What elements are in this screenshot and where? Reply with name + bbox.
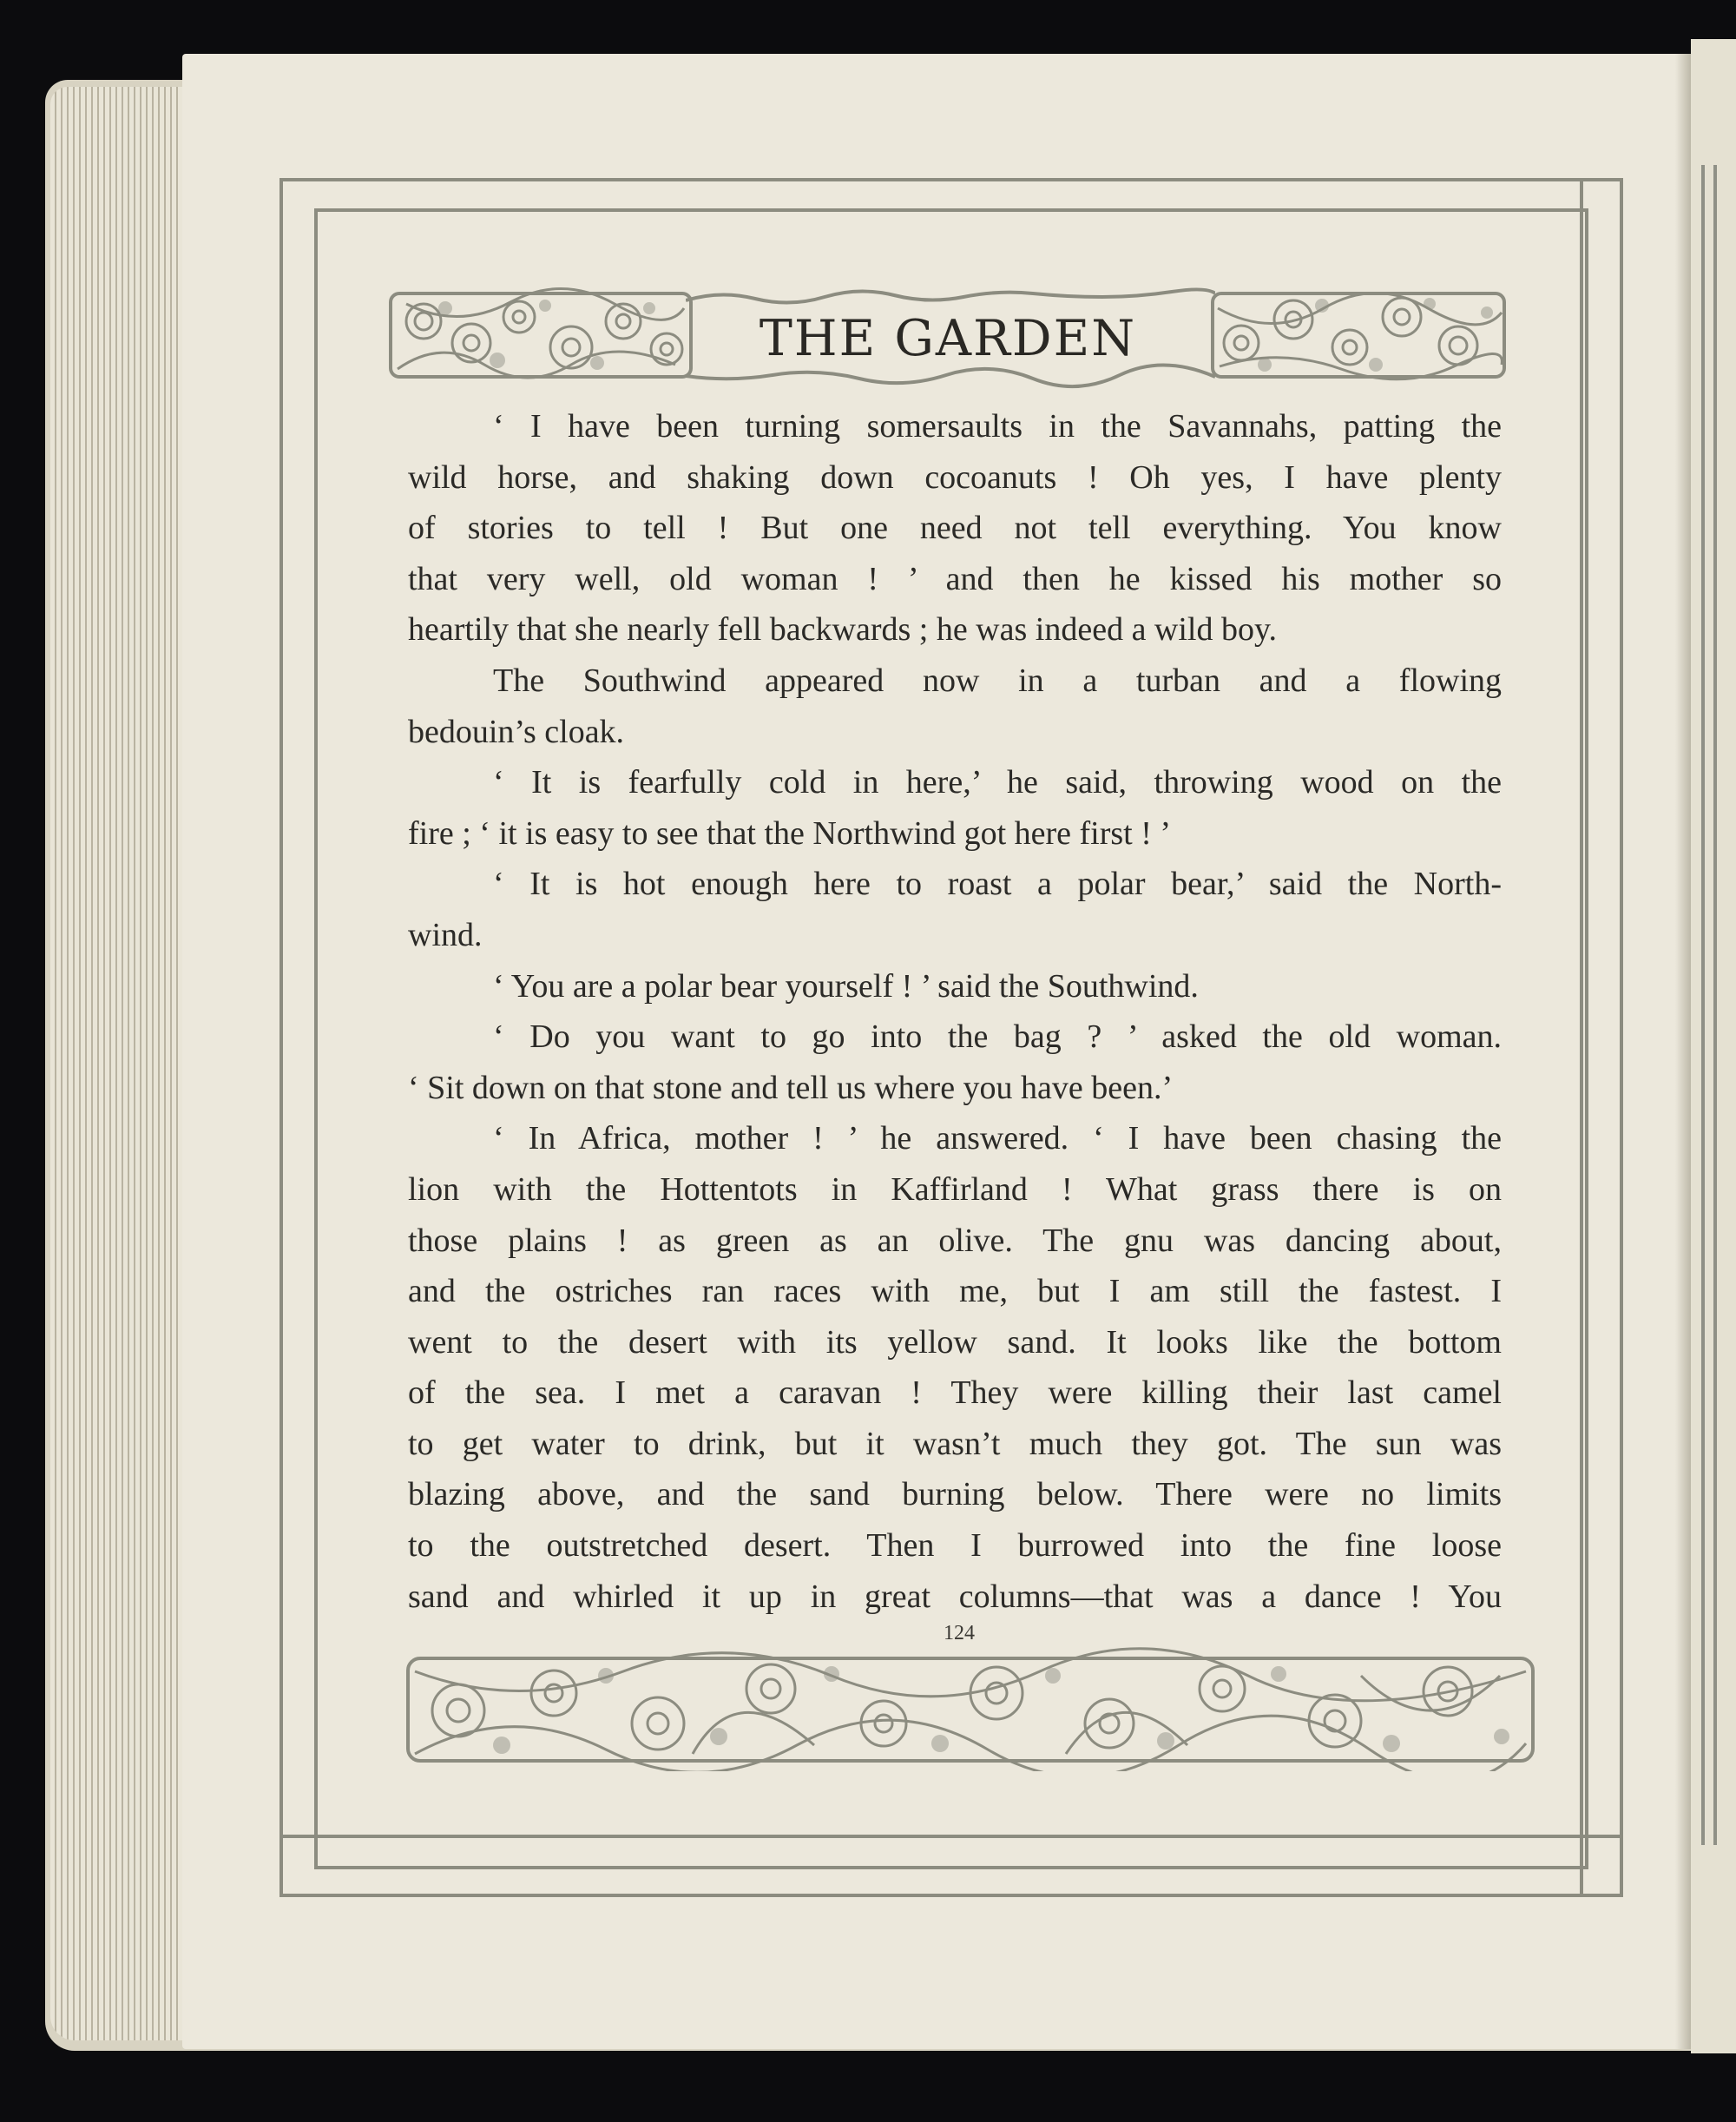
text-line: The Southwind appeared now in a turban and a flowing	[493, 662, 1502, 699]
text-line: that very well, old woman ! ’ and then he kissed his mother so	[408, 560, 1502, 597]
page-edges	[50, 87, 198, 2040]
text-line: ‘ Do you want to go into the bag ? ’ asked the old woman.	[493, 1018, 1502, 1056]
text-line: those plains ! as green as an olive. The gnu was dancing about,	[408, 1222, 1502, 1259]
text-line: lion with the Hottentots in Kaffirland ! What grass there is on	[408, 1170, 1502, 1208]
text-line: ‘ Sit down on that stone and tell us where you have been.’	[408, 1069, 1174, 1106]
text-line: of the sea. I met a caravan ! They were killing their last camel	[408, 1374, 1502, 1412]
book-gutter	[1675, 54, 1693, 2049]
text-line: to get water to drink, but it wasn’t much they got. The sun was	[408, 1425, 1502, 1462]
chapter-title-box	[687, 295, 1208, 382]
text-line: ‘ You are a polar bear yourself ! ’ said the Southwind.	[493, 967, 1199, 1005]
chapter-title: THE GARDEN	[759, 310, 1137, 367]
header-floral-ornament-right	[1211, 287, 1506, 384]
text-line: ‘ It is fearfully cold in here,’ he said, throwing wood on the	[493, 764, 1502, 801]
page-border-rule	[279, 1835, 1623, 1838]
text-line: ‘ It is hot enough here to roast a polar bear,’ said the North-	[493, 866, 1502, 903]
footer-floral-ornament	[406, 1641, 1535, 1771]
text-line: blazing above, and the sand burning below. There were no limits	[408, 1476, 1502, 1513]
text-line: wild horse, and shaking down cocoanuts ! Oh yes, I have plenty	[408, 458, 1502, 496]
text-line: to the outstretched desert. Then I burrowed into the fine loose	[408, 1527, 1502, 1565]
page-border-rule	[1580, 178, 1583, 1897]
text-line: went to the desert with its yellow sand. It looks like the bottom	[408, 1323, 1502, 1361]
page-number: 124	[944, 1622, 975, 1644]
header-floral-ornament-left	[389, 287, 693, 384]
text-line: of stories to tell ! But one need not tell everything. You know	[408, 510, 1502, 547]
text-line: ‘ In Africa, mother ! ’ he answered. ‘ I have been chasing the	[493, 1120, 1502, 1157]
text-line: heartily that she nearly fell backwards ; he was indeed a wild boy.	[408, 611, 1278, 649]
text-line: bedouin’s cloak.	[408, 713, 625, 750]
body-text	[408, 401, 1502, 1622]
text-line: wind.	[408, 916, 483, 953]
facing-page-rule	[1713, 165, 1717, 1845]
facing-page-rule	[1701, 165, 1705, 1845]
text-line: ‘ I have been turning somersaults in the Savannahs, patting the	[493, 408, 1502, 445]
text-line: and the ostriches ran races with me, but I am still the fastest. I	[408, 1273, 1502, 1310]
text-line: sand and whirled it up in great columns—that was a dance ! You	[408, 1578, 1502, 1615]
text-line: fire ; ‘ it is easy to see that the Northwind got here first ! ’	[408, 814, 1172, 852]
facing-page-edge	[1691, 39, 1736, 2053]
